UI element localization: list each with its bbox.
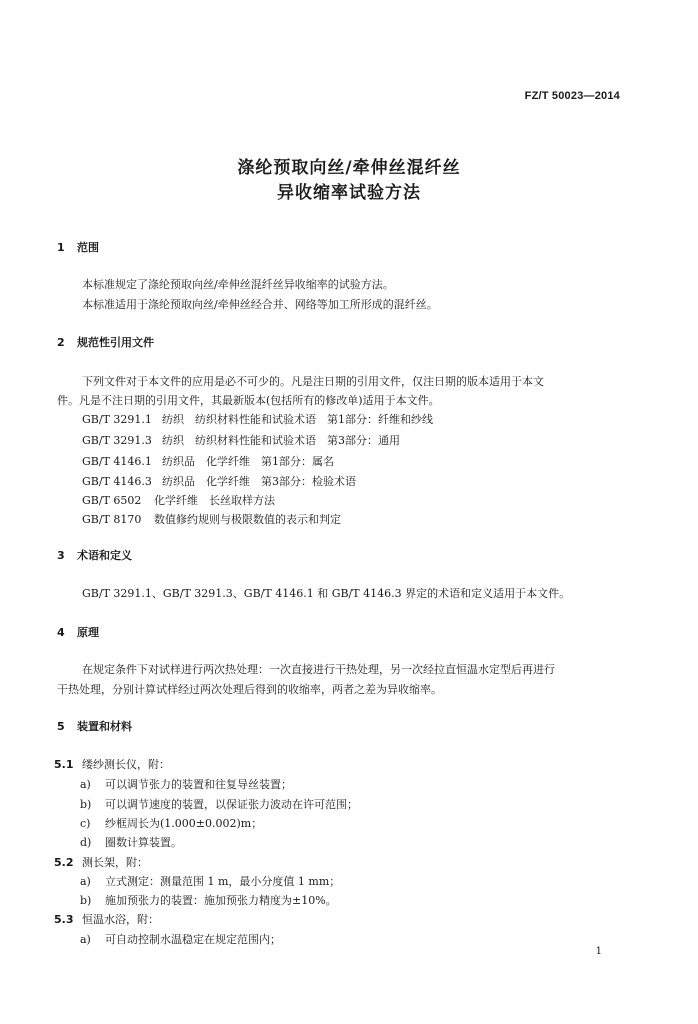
document-title-line1: 涤纶预取向丝/牵伸丝混纤丝 — [237, 158, 461, 178]
reference-code: GB/T 3291.3 — [82, 434, 152, 447]
normative-reference — [82, 473, 356, 489]
subsection-5-2 — [54, 854, 148, 870]
reference-code: GB/T 8170 — [82, 513, 142, 526]
paragraph: 干热处理，分别计算试样经过两次处理后得到的收缩率，两者之差为异收缩率。 — [57, 683, 442, 696]
list-item-text: 施加预张力的装置：施加预张力精度为±10%。 — [105, 894, 337, 907]
list-item-text: 可自动控制水温稳定在规定范围内； — [105, 933, 281, 946]
list-item — [80, 931, 281, 947]
list-marker: c) — [80, 817, 91, 830]
list-marker: d) — [80, 836, 92, 849]
subsection-number: 5.2 — [54, 856, 74, 869]
list-item — [80, 796, 358, 812]
normative-reference — [82, 453, 334, 469]
subsection-text: 测长架，附： — [82, 856, 148, 869]
section-number: 3 — [57, 549, 65, 562]
reference-title: 纺织 纺织材料性能和试验术语 第3部分：通用 — [162, 434, 400, 447]
list-item — [80, 892, 337, 908]
normative-reference — [82, 511, 341, 527]
section-title: 规范性引用文件 — [77, 336, 154, 349]
section-4-heading — [57, 624, 99, 640]
reference-title: 数值修约规则与极限数值的表示和判定 — [154, 513, 341, 526]
reference-code: GB/T 3291.1 — [82, 413, 152, 426]
subsection-text: 缕纱测长仪，附： — [82, 758, 170, 771]
section-number: 2 — [57, 336, 65, 349]
reference-title: 化学纤维 长丝取样方法 — [154, 494, 275, 507]
subsection-5-3 — [54, 911, 159, 927]
standard-code: FZ/T 50023—2014 — [524, 90, 620, 102]
list-marker: b) — [80, 798, 92, 811]
normative-reference — [82, 432, 400, 448]
section-number: 4 — [57, 626, 65, 639]
list-item — [80, 873, 340, 889]
section-2-heading — [57, 334, 154, 350]
document-title-line2: 异收缩率试验方法 — [277, 183, 421, 203]
reference-code: GB/T 4146.1 — [82, 455, 152, 468]
paragraph: 件。凡是不注日期的引用文件，其最新版本(包括所有的修改单)适用于本文件。 — [57, 394, 440, 407]
section-title: 范围 — [77, 241, 99, 254]
subsection-number: 5.3 — [54, 913, 74, 926]
list-item-text: 立式测定：测量范围 1 m，最小分度值 1 mm； — [105, 875, 341, 888]
paragraph: GB/T 3291.1、GB/T 3291.3、GB/T 4146.1 和 GB/T 4146.3 界定的术语和定义适用于本文件。 — [82, 587, 571, 600]
reference-title: 纺织品 化学纤维 第1部分：属名 — [162, 455, 334, 468]
list-item-text: 圈数计算装置。 — [105, 836, 182, 849]
reference-code: GB/T 4146.3 — [82, 475, 152, 488]
reference-title: 纺织品 化学纤维 第3部分：检验术语 — [162, 475, 356, 488]
list-marker: a) — [80, 778, 91, 791]
paragraph: 本标准规定了涤纶预取向丝/牵伸丝混纤丝异收缩率的试验方法。 — [82, 278, 394, 291]
section-title: 术语和定义 — [77, 549, 132, 562]
section-title: 原理 — [77, 626, 99, 639]
subsection-5-1 — [54, 756, 170, 772]
normative-reference — [82, 411, 433, 427]
subsection-text: 恒温水浴，附： — [82, 913, 159, 926]
list-item — [80, 776, 292, 792]
list-marker: a) — [80, 933, 91, 946]
section-number: 5 — [57, 720, 65, 733]
section-3-heading — [57, 547, 132, 563]
list-item — [80, 834, 182, 850]
section-1-heading — [57, 239, 99, 255]
paragraph: 在规定条件下对试样进行两次热处理：一次直接进行干热处理，另一次经拉直恒温水定型后再进行 — [82, 663, 555, 676]
list-item-text: 纱框周长为(1.000±0.002)m； — [105, 817, 263, 830]
reference-code: GB/T 6502 — [82, 494, 142, 507]
paragraph: 下列文件对于本文件的应用是必不可少的。凡是注日期的引用文件，仅注日期的版本适用于本文 — [82, 375, 544, 388]
list-item-text: 可以调节速度的装置，以保证张力波动在许可范围； — [105, 798, 358, 811]
normative-reference — [82, 492, 275, 508]
section-5-heading — [57, 718, 132, 734]
list-marker: b) — [80, 894, 92, 907]
section-title: 装置和材料 — [77, 720, 132, 733]
list-item-text: 可以调节张力的装置和往复导丝装置； — [105, 778, 292, 791]
paragraph: 本标准适用于涤纶预取向丝/牵伸丝经合并、网络等加工所形成的混纤丝。 — [82, 298, 438, 311]
reference-title: 纺织 纺织材料性能和试验术语 第1部分：纤维和纱线 — [162, 413, 433, 426]
subsection-number: 5.1 — [54, 758, 74, 771]
page-number: 1 — [595, 946, 602, 957]
section-number: 1 — [57, 241, 65, 254]
list-marker: a) — [80, 875, 91, 888]
list-item — [80, 815, 262, 831]
